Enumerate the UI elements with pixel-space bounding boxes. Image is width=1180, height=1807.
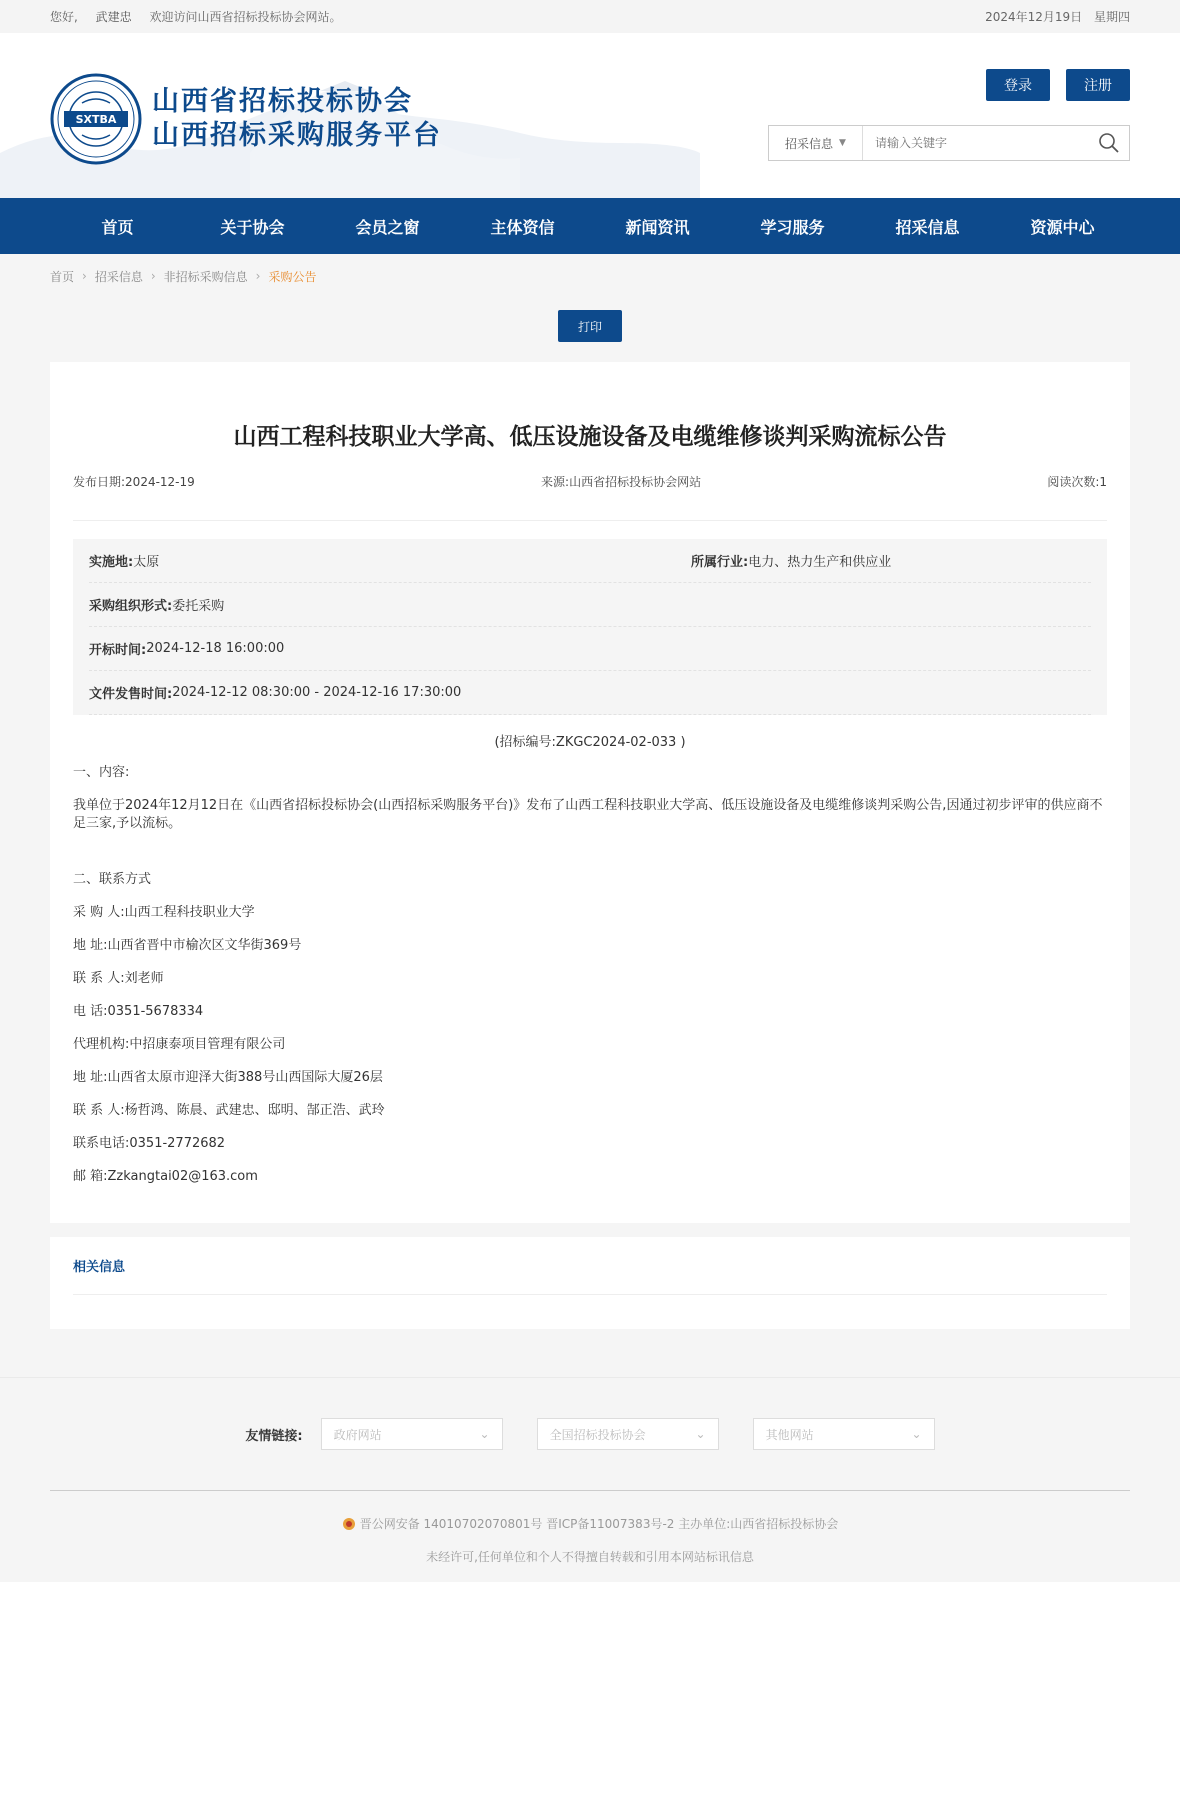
copyright-notice: 未经许可,任何单位和个人不得擅自转载和引用本网站标讯信息	[426, 1550, 754, 1564]
contact-line: 联 系 人:刘老师	[73, 971, 164, 986]
login-button[interactable]: 登录	[986, 69, 1050, 101]
greeting-text: 您好,	[50, 10, 78, 24]
publish-date: 发布日期:2024-12-19	[73, 475, 195, 489]
chevron-right-icon: ›	[150, 269, 156, 283]
site-logo[interactable]	[50, 73, 442, 165]
chevron-down-icon: ⌄	[911, 1427, 922, 1441]
industry-label: 所属行业:	[691, 555, 749, 570]
print-button[interactable]: 打印	[558, 310, 622, 342]
section-heading: 一、内容:	[73, 765, 130, 780]
breadcrumb	[50, 254, 1130, 298]
gov-sites-label: 政府网站	[333, 1427, 382, 1442]
search-icon	[1098, 132, 1120, 154]
national-assoc-label: 全国招标投标协会	[549, 1427, 646, 1442]
org-value: 委托采购	[172, 599, 225, 614]
sxtba-seal-icon	[50, 73, 142, 165]
sale-time-label: 文件发售时间:	[89, 687, 173, 702]
org-label: 采购组织形式:	[89, 599, 173, 614]
info-row	[89, 539, 1091, 583]
chevron-right-icon: ›	[255, 269, 261, 283]
auth-buttons	[986, 69, 1130, 101]
record-text[interactable]: 晋公网安备 14010702070801号 晋ICP备11007383号-2 主办单位:山西省招标投标协会	[359, 1517, 839, 1531]
location-value: 太原	[133, 555, 160, 570]
related-info	[50, 1237, 1130, 1329]
nav-item-news[interactable]: 新闻资讯	[625, 217, 690, 237]
date-area	[977, 8, 1130, 25]
top-bar	[0, 0, 1180, 33]
breadcrumb-current: 采购公告	[268, 269, 317, 284]
print-row	[50, 298, 1130, 354]
nav-item-learning[interactable]: 学习服务	[760, 217, 825, 237]
info-row	[89, 583, 1091, 627]
search-input[interactable]	[863, 127, 1089, 159]
view-count: 阅读次数:1	[1047, 475, 1107, 489]
site-header	[0, 33, 1180, 198]
search-category-select[interactable]	[769, 126, 863, 160]
current-date: 2024年12月19日	[985, 10, 1083, 24]
platform-name: 山西招标采购服务平台	[152, 120, 442, 151]
location-label: 实施地:	[89, 555, 134, 570]
national-assoc-select[interactable]	[537, 1418, 719, 1450]
contact-line: 采 购 人:山西工程科技职业大学	[73, 905, 255, 920]
article	[50, 362, 1130, 1223]
contact-line: 邮 箱:Zzkangtai02@163.com	[73, 1169, 258, 1184]
gov-sites-select[interactable]	[321, 1418, 503, 1450]
search-bar	[768, 125, 1130, 161]
nav-item-procurement[interactable]: 招采信息	[895, 217, 960, 237]
contact-line: 地 址:山西省晋中市榆次区文华街369号	[73, 938, 302, 953]
chevron-right-icon: ›	[82, 269, 87, 283]
welcome-text: 欢迎访问山西省招标投标协会网站。	[149, 10, 342, 24]
register-button[interactable]: 注册	[1066, 69, 1130, 101]
footer-divider	[50, 1490, 1130, 1491]
site-names	[152, 85, 442, 153]
police-badge-icon	[342, 1517, 356, 1531]
content-area	[0, 254, 1180, 1582]
breadcrumb-home[interactable]: 首页	[50, 269, 75, 284]
article-meta	[73, 473, 1107, 521]
chevron-down-icon: ⌄	[695, 1427, 706, 1441]
current-weekday: 星期四	[1093, 10, 1130, 24]
chevron-down-icon: ⌄	[479, 1427, 490, 1441]
tender-code: (招标编号:ZKGC2024-02-033 )	[494, 735, 686, 750]
nav-item-credit[interactable]: 主体资信	[490, 217, 555, 237]
main-nav	[0, 198, 1180, 254]
article-source: 来源:山西省招标投标协会网站	[541, 475, 702, 489]
section-heading: 二、联系方式	[73, 872, 152, 887]
info-row	[89, 627, 1091, 671]
contact-line: 地 址:山西省太原市迎泽大街388号山西国际大厦26层	[73, 1070, 383, 1085]
contact-line: 电 话:0351-5678334	[73, 1004, 204, 1019]
article-title: 山西工程科技职业大学高、低压设施设备及电缆维修谈判采购流标公告	[233, 424, 947, 450]
breadcrumb-procurement[interactable]: 招采信息	[94, 269, 143, 284]
info-row	[89, 671, 1091, 715]
search-category-label: 招采信息	[785, 136, 834, 151]
breadcrumb-non-tender[interactable]: 非招标采购信息	[163, 269, 248, 284]
record-info	[50, 1515, 1130, 1532]
friend-links-label: 友情链接:	[245, 1428, 303, 1444]
site-footer	[0, 1377, 1180, 1582]
nav-item-about[interactable]: 关于协会	[220, 217, 285, 237]
contact-line: 代理机构:中招康泰项目管理有限公司	[73, 1037, 286, 1052]
other-sites-select[interactable]	[753, 1418, 935, 1450]
nav-item-resources[interactable]: 资源中心	[1030, 217, 1095, 237]
open-time-value: 2024-12-18 16:00:00	[146, 641, 285, 656]
related-title: 相关信息	[73, 1237, 1107, 1295]
user-name[interactable]: 武建忠	[95, 10, 132, 24]
friend-links	[50, 1378, 1130, 1490]
contact-line: 联系电话:0351-2772682	[73, 1136, 226, 1151]
association-name: 山西省招标投标协会	[152, 86, 413, 117]
nav-item-home[interactable]: 首页	[101, 217, 134, 237]
open-time-label: 开标时间:	[89, 643, 147, 658]
nav-item-members[interactable]: 会员之窗	[355, 217, 420, 237]
industry-value: 电力、热力生产和供应业	[748, 555, 892, 570]
sale-time-value: 2024-12-12 08:30:00 - 2024-12-16 17:30:00	[172, 685, 462, 700]
search-button[interactable]	[1089, 132, 1129, 154]
content-paragraph: 我单位于2024年12月12日在《山西省招标投标协会(山西招标采购服务平台)》发布了山西工程科技职业大学高、低压设施设备及电缆维修谈判采购公告,因通过初步评审的供应商不足三家,予以流标。	[73, 798, 1103, 831]
chevron-down-icon: ▼	[839, 138, 846, 148]
info-box	[73, 539, 1107, 715]
seal-abbr: SXTBA	[75, 113, 117, 126]
contact-line: 联 系 人:杨哲鸿、陈晨、武建忠、邸明、郜正浩、武玲	[73, 1103, 385, 1118]
other-sites-label: 其他网站	[765, 1427, 814, 1442]
article-body	[73, 756, 1107, 1193]
welcome-area	[50, 8, 356, 25]
